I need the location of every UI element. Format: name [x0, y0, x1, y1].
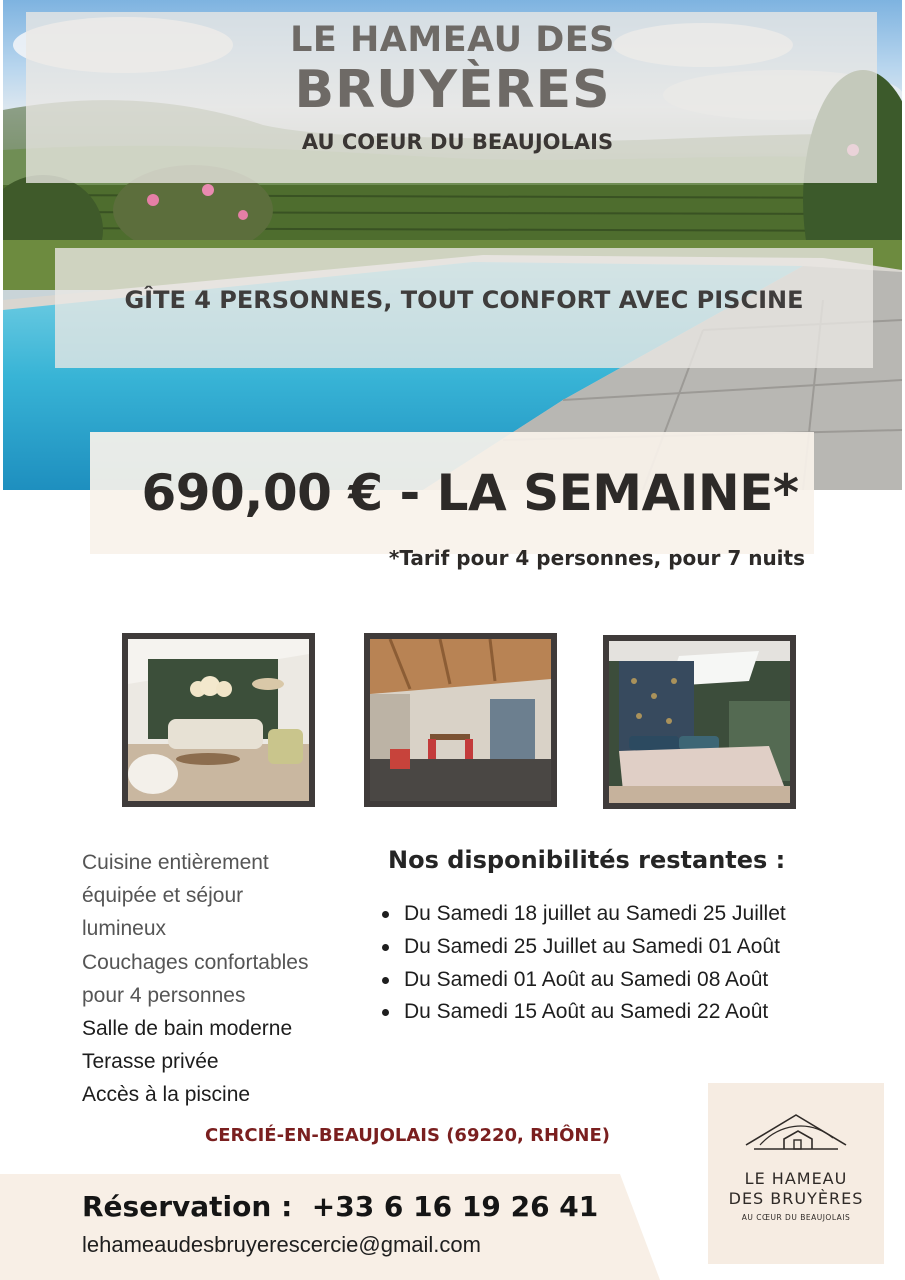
photo-bedroom	[603, 635, 796, 809]
feature-item: Couchages confortables	[82, 950, 309, 974]
feature-item: Accès à la piscine	[82, 1083, 251, 1107]
location: CERCIÉ-EN-BEAUJOLAIS (69220, RHÔNE)	[205, 1125, 610, 1146]
logo-line-2: DES BRUYÈRES	[728, 1189, 864, 1208]
logo	[708, 1083, 884, 1264]
availability-text: Du Samedi 25 Juillet au Samedi 01 Août	[404, 934, 780, 958]
logo-line-1: LE HAMEAU	[744, 1169, 848, 1188]
kitchen-image	[370, 639, 551, 801]
photo-living-room	[122, 633, 315, 807]
house-mountain-icon	[708, 1083, 884, 1163]
feature-item: équipée et séjour	[82, 884, 244, 908]
subtitle: GÎTE 4 PERSONNES, TOUT CONFORT AVEC PISCINE	[124, 286, 804, 314]
feature-item: Cuisine entièrement	[82, 851, 269, 874]
bullet-icon	[382, 1009, 389, 1016]
price: 690,00 € - LA SEMAINE*	[141, 464, 799, 522]
bullet-icon	[382, 911, 389, 918]
feature-item: lumineux	[82, 917, 167, 941]
price-note: *Tarif pour 4 personnes, pour 7 nuits	[388, 546, 805, 570]
title-tagline: AU COEUR DU BEAUJOLAIS	[301, 130, 614, 154]
availability-text: Du Samedi 18 juillet au Samedi 25 Juillet	[404, 902, 786, 925]
photo-kitchen	[364, 633, 557, 807]
bullet-icon	[382, 977, 389, 984]
availability-text: Du Samedi 01 Août au Samedi 08 Août	[404, 967, 769, 991]
availability-item	[380, 931, 786, 964]
title-line-1: LE HAMEAU DES	[290, 20, 615, 60]
availability-title: Nos disponibilités restantes :	[388, 846, 786, 874]
availability-item	[380, 898, 786, 931]
reservation-phone[interactable]: Réservation : +33 6 16 19 26 41	[82, 1190, 599, 1223]
living-room-image	[128, 639, 309, 801]
title-line-2: BRUYÈRES	[294, 60, 611, 120]
availability-item	[380, 964, 786, 997]
availability-list	[380, 898, 786, 1029]
feature-item: Terasse privée	[82, 1050, 219, 1074]
bedroom-image	[609, 641, 790, 803]
availability-text: Du Samedi 15 Août au Samedi 22 Août	[404, 1000, 769, 1024]
feature-item: pour 4 personnes	[82, 983, 246, 1007]
feature-item: Salle de bain moderne	[82, 1017, 293, 1041]
availability-item	[380, 996, 786, 1029]
logo-tagline: AU CŒUR DU BEAUJOLAIS	[741, 1213, 851, 1222]
feature-list	[82, 846, 352, 1112]
contact-email[interactable]: lehameaudesbruyerescercie@gmail.com	[82, 1232, 481, 1257]
bullet-icon	[382, 944, 389, 951]
